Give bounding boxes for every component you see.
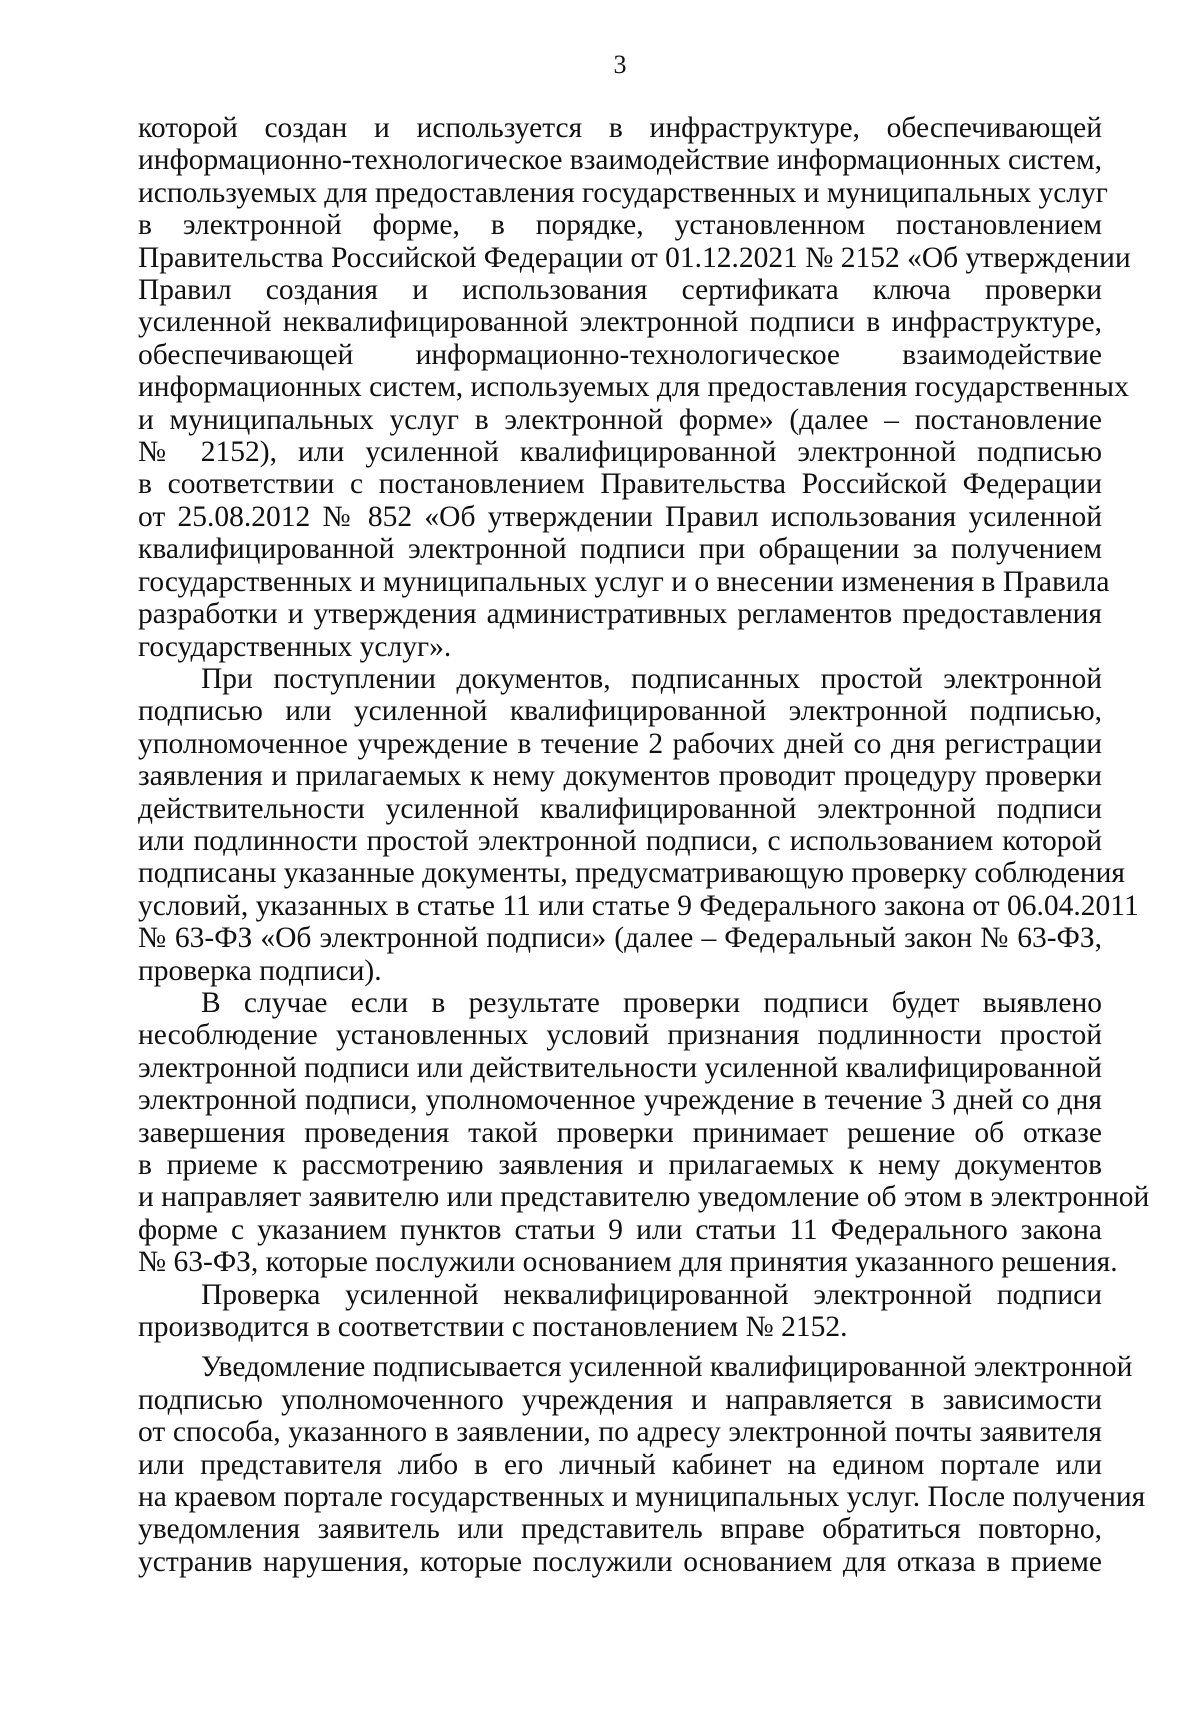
text-line: от 25.08.2012 № 852 «Об утверждении Правил использования усиленной [138, 500, 1102, 533]
text-line: № 63-ФЗ «Об электронной подписи» (далее – Федеральный закон № 63-ФЗ, [138, 922, 1102, 955]
text-line: используемых для предоставления государственных и муниципальных услуг [138, 176, 1108, 209]
paragraph-first-line: Уведомление подписывается усиленной квалифицированной электронной [201, 1351, 1133, 1384]
text-line: подписью или усиленной квалифицированной электронной подписью, [138, 695, 1102, 728]
text-line: и направляет заявителю или представителю уведомление об этом в электронной [138, 1181, 1150, 1214]
text-line: Правил создания и использования сертификата ключа проверки [138, 274, 1102, 307]
text-line: усиленной неквалифицированной электронной подписи в инфраструктуре, [138, 306, 1102, 339]
text-line: или представителя либо в его личный кабинет на едином портале или [138, 1448, 1102, 1481]
text-line: обеспечивающей информационно-технологическое взаимодействие [138, 338, 1102, 371]
text-line: и муниципальных услуг в электронной форме» (далее – постановление [138, 403, 1102, 436]
text-line: в приеме к рассмотрению заявления и прилагаемых к нему документов [138, 1149, 1102, 1181]
text-line: условий, указанных в статье 11 или статье 9 Федерального закона от 06.04.2011 [138, 889, 1139, 922]
text-line: несоблюдение установленных условий признания подлинности простой [138, 1019, 1102, 1052]
text-line: действительности усиленной квалифицированной электронной подписи [138, 792, 1102, 825]
text-line: производится в соответствии с постановлением № 2152. [138, 1311, 848, 1344]
text-line: уведомления заявитель или представитель вправе обратиться повторно, [138, 1513, 1102, 1546]
paragraph-gap [138, 1343, 1102, 1351]
text-line: квалифицированной электронной подписи при обращении за получением [138, 533, 1102, 566]
text-line: электронной подписи, уполномоченное учреждение в течение 3 дней со дня [138, 1084, 1102, 1117]
text-line: подписаны указанные документы, предусматривающую проверку соблюдения [138, 857, 1125, 890]
paragraph-first-line: В случае если в результате проверки подписи будет выявлено [201, 986, 1102, 1019]
text-line: государственных и муниципальных услуг и о внесении изменения в Правила [138, 565, 1110, 598]
document-body [138, 112, 1150, 1578]
text-line: уполномоченное учреждение в течение 2 рабочих дней со дня регистрации [138, 727, 1102, 760]
paragraph-first-line: Проверка усиленной неквалифицированной электронной подписи [201, 1278, 1102, 1311]
text-line: завершения проведения такой проверки принимает решение об отказе [138, 1116, 1102, 1149]
text-line: подписью уполномоченного учреждения и направляется в зависимости [138, 1383, 1102, 1416]
text-line: государственных услуг». [138, 630, 452, 663]
text-line: форме с указанием пунктов статьи 9 или статьи 11 Федерального закона [138, 1213, 1102, 1246]
text-line: разработки и утверждения административных регламентов предоставления [138, 598, 1102, 631]
text-line: № 63-ФЗ, которые послужили основанием для принятия указанного решения. [138, 1246, 1118, 1279]
text-line: на краевом портале государственных и муниципальных услуг. После получения [138, 1481, 1146, 1514]
page-number: 3 [613, 50, 627, 79]
text-line: или подлинности простой электронной подписи, с использованием которой [138, 824, 1102, 857]
text-line: Правительства Российской Федерации от 01.12.2021 № 2152 «Об утверждении [138, 241, 1131, 274]
text-line: информационно-технологическое взаимодействие информационных систем, [138, 144, 1103, 177]
text-line: заявления и прилагаемых к нему документов проводит процедуру проверки [138, 760, 1102, 793]
text-line: проверка подписи). [138, 954, 382, 987]
text-line: электронной подписи или действительности усиленной квалифицированной [138, 1051, 1102, 1084]
text-line: устранив нарушения, которые послужили основанием для отказа в приеме [138, 1545, 1102, 1578]
text-line: которой создан и используется в инфраструктуре, обеспечивающей [138, 112, 1102, 144]
text-line: информационных систем, используемых для предоставления государственных [138, 371, 1129, 404]
text-line: № 2152), или усиленной квалифицированной электронной подписью [138, 436, 1102, 469]
paragraph-first-line: При поступлении документов, подписанных простой электронной [201, 662, 1102, 695]
text-line: в электронной форме, в порядке, установленном постановлением [138, 209, 1102, 242]
text-line: от способа, указанного в заявлении, по адресу электронной почты заявителя [138, 1416, 1102, 1449]
text-line: в соответствии с постановлением Правительства Российской Федерации [138, 468, 1102, 501]
